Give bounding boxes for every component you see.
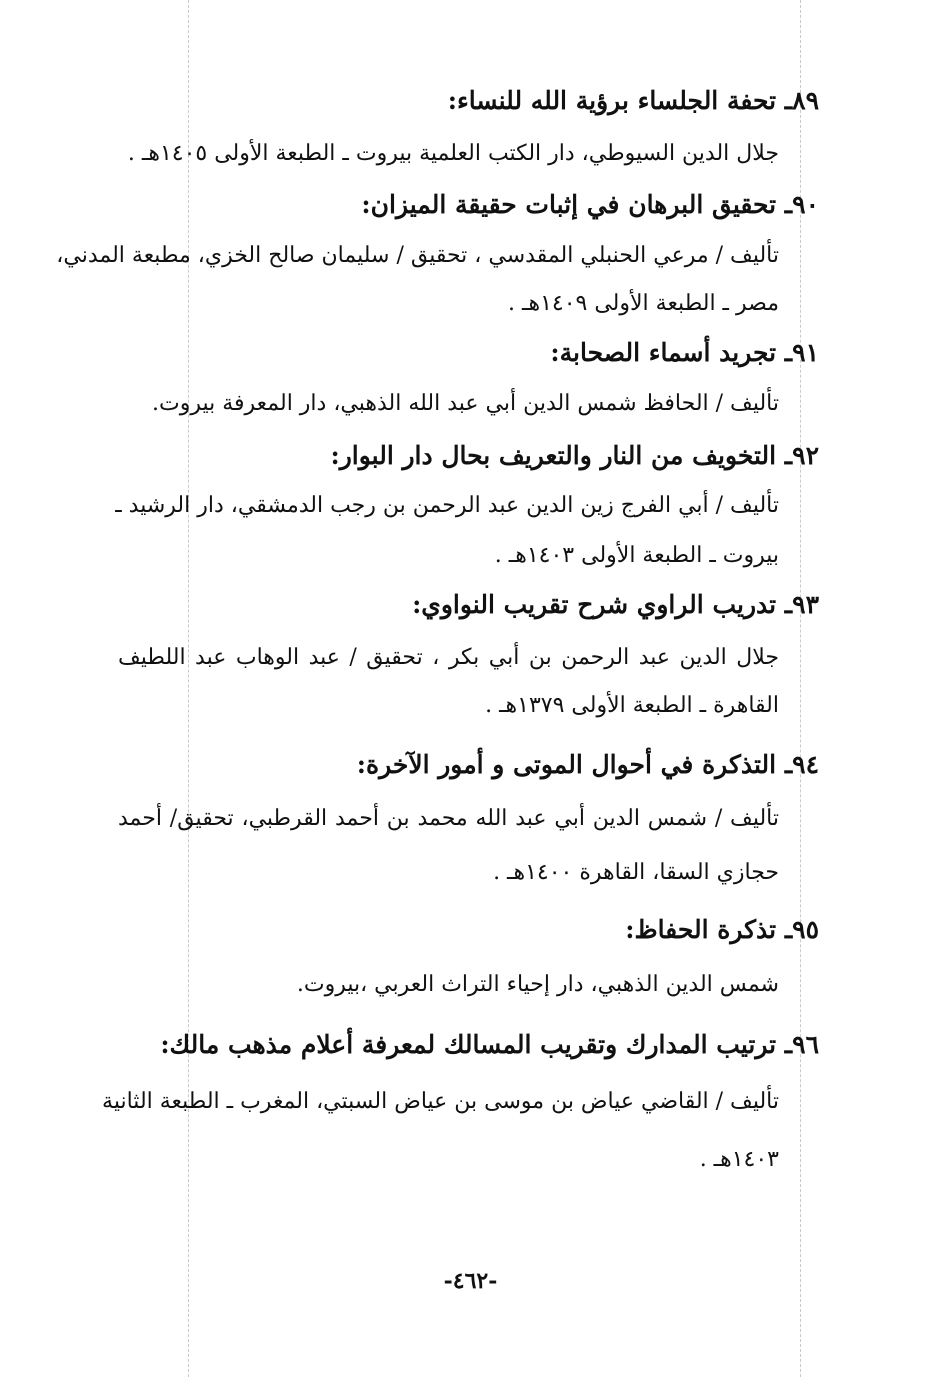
entry-title: ٩٣ـ تدريب الراوي شرح تقريب النواوي: [412,590,819,619]
entry-detail-line: تأليف / القاضي عياض بن موسى بن عياض السبتي، المغرب ـ الطبعة الثانية [102,1089,779,1114]
entry-detail-line: تأليف / الحافظ شمس الدين أبي عبد الله الذهبي، دار المعرفة بيروت. [151,391,779,416]
entry-detail-line: القاهرة ـ الطبعة الأولى ١٣٧٩هـ . [485,693,779,718]
entry-detail-line: تأليف / أبي الفرج زين الدين عبد الرحمن بن رجب الدمشقي، دار الرشيد ـ [115,493,779,518]
entry-detail-line: بيروت ـ الطبعة الأولى ١٤٠٣هـ . [494,543,779,568]
entry-title: ٩١ـ تجريد أسماء الصحابة: [550,338,819,367]
entry-detail-line: تأليف / شمس الدين أبي عبد الله محمد بن أحمد القرطبي، تحقيق/ أحمد [118,806,779,831]
entry-detail-line: مصر ـ الطبعة الأولى ١٤٠٩هـ . [508,291,779,316]
entry-detail-line: شمس الدين الذهبي، دار إحياء التراث العربي ،بيروت. [296,972,779,997]
entry-detail-line: تأليف / مرعي الحنبلي المقدسي ، تحقيق / سليمان صالح الخزي، مطبعة المدني، [56,243,779,268]
entry-title: ٩٠ـ تحقيق البرهان في إثبات حقيقة الميزان: [361,190,819,219]
entry-title: ٩٦ـ ترتيب المدارك وتقريب المسالك لمعرفة أعلام مذهب مالك: [160,1030,819,1059]
page-number: -٤٦٢- [443,1268,498,1294]
entry-detail-line: ١٤٠٣هـ . [699,1147,779,1172]
entry-detail-line: جلال الدين عبد الرحمن بن أبي بكر ، تحقيق / عبد الوهاب عبد اللطيف [118,645,779,670]
entry-title: ٩٤ـ التذكرة في أحوال الموتى و أمور الآخرة: [356,750,819,779]
entry-title: ٩٥ـ تذكرة الحفاظ: [625,915,819,944]
entry-title: ٨٩ـ تحفة الجلساء برؤية الله للنساء: [447,86,819,115]
entry-detail-line: جلال الدين السيوطي، دار الكتب العلمية بيروت ـ الطبعة الأولى ١٤٠٥هـ . [127,141,779,166]
entry-title: ٩٢ـ التخويف من النار والتعريف بحال دار البوار: [330,441,819,470]
entry-detail-line: حجازي السقا، القاهرة ١٤٠٠هـ . [493,860,779,885]
